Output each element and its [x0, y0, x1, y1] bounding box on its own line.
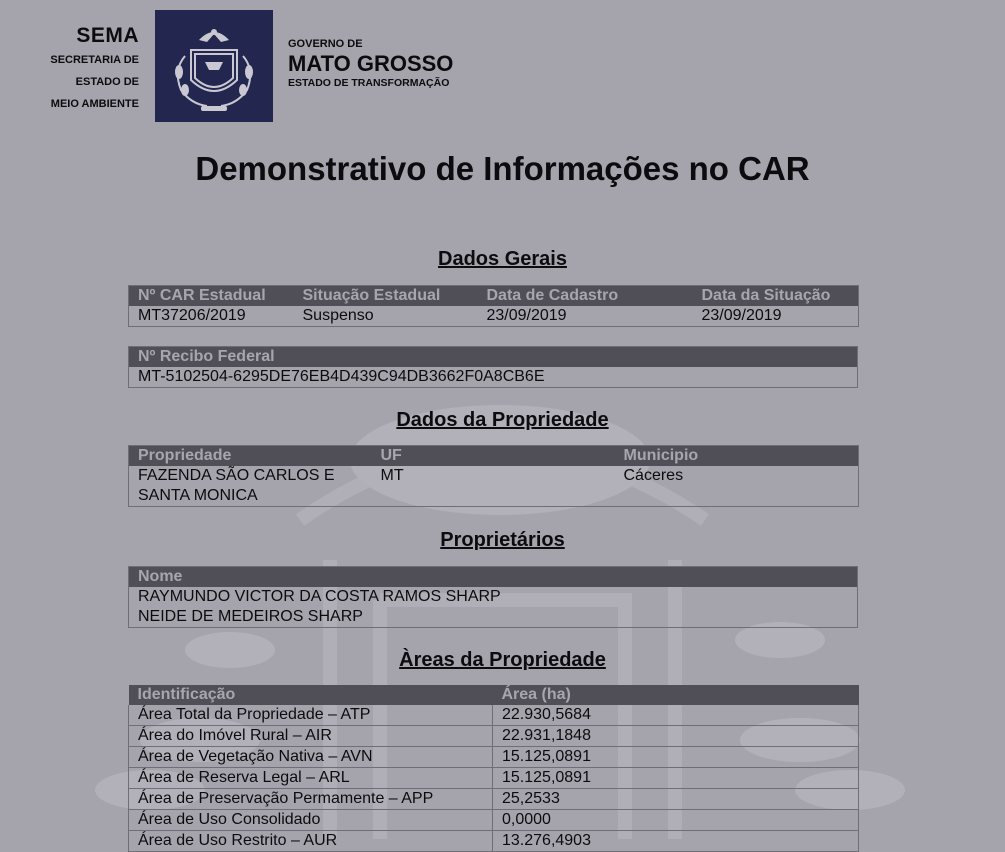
area-value: 15.125,0891 [493, 768, 859, 789]
gov-prefix: GOVERNO DE [288, 38, 363, 50]
state-coat-of-arms-icon [155, 10, 273, 122]
area-label: Área de Preservação Permamente – APP [129, 789, 493, 810]
section-title-dados-propriedade: Dados da Propriedade [396, 409, 609, 431]
propriedade-line-1: FAZENDA SÃO CARLOS E [138, 467, 335, 484]
table-row [129, 768, 859, 789]
sema-title: SEMA [76, 24, 139, 47]
dados-gerais-table [128, 285, 859, 327]
header-data-cadastro: Data de Cadastro [478, 286, 693, 307]
car-estadual-value: MT37206/2019 [138, 307, 246, 324]
data-situacao-value: 23/09/2019 [701, 307, 782, 324]
recibo-federal-table [128, 346, 858, 388]
header-uf: UF [372, 446, 615, 467]
situacao-estadual-value: Suspenso [302, 307, 374, 324]
data-cadastro-value: 23/09/2019 [486, 307, 567, 324]
uf-value: MT [380, 467, 404, 484]
area-label: Área de Reserva Legal – ARL [129, 768, 493, 789]
proprietarios-table [128, 566, 858, 628]
sema-line-2: ESTADO DE [75, 76, 139, 88]
header-municipio: Municipio [615, 446, 859, 467]
table-row [129, 747, 859, 768]
gov-name: MATO GROSSO [288, 51, 454, 76]
municipio-value: Cáceres [623, 467, 684, 484]
table-row [129, 466, 859, 507]
header-propriedade: Propriedade [129, 446, 372, 467]
government-logo-text [288, 37, 453, 90]
nomes-value [129, 587, 858, 628]
sema-logo-text [50, 24, 139, 114]
propriedade-value [129, 466, 372, 507]
area-label: Área Total da Propriedade – ATP [129, 705, 493, 726]
area-value: 13.276,4903 [493, 831, 859, 852]
header-identificacao: Identificação [129, 685, 493, 705]
area-label: Área de Vegetação Nativa – AVN [129, 747, 493, 768]
table-row [129, 367, 858, 388]
table-row [129, 587, 858, 628]
proprietario-name: RAYMUNDO VICTOR DA COSTA RAMOS SHARP [138, 588, 501, 605]
area-label: Área do Imóvel Rural – AIR [129, 726, 493, 747]
propriedade-line-2: SANTA MONICA [138, 487, 258, 504]
header-situacao-estadual: Situação Estadual [294, 286, 478, 307]
area-label: Área de Uso Restrito – AUR [129, 831, 493, 852]
area-value: 22.931,1848 [493, 726, 859, 747]
area-value: 15.125,0891 [493, 747, 859, 768]
sema-line-1: SECRETARIA DE [50, 54, 139, 66]
header-nome: Nome [129, 567, 858, 588]
dados-propriedade-table [128, 445, 859, 507]
header-recibo-federal: Nº Recibo Federal [129, 347, 858, 368]
section-title-proprietarios: Proprietários [440, 529, 565, 551]
table-row [129, 831, 859, 852]
document-title: Demonstrativo de Informações no CAR [195, 150, 810, 187]
recibo-federal-value: MT-5102504-6295DE76EB4D439C94DB3662F0A8CB6E [138, 368, 545, 385]
table-row [129, 810, 859, 831]
section-title-dados-gerais: Dados Gerais [438, 248, 567, 270]
header-area-ha: Área (ha) [493, 685, 859, 705]
table-row [129, 705, 859, 726]
area-value: 25,2533 [493, 789, 859, 810]
sema-line-3: MEIO AMBIENTE [50, 98, 139, 110]
gov-tagline: ESTADO DE TRANSFORMAÇÃO [288, 77, 450, 89]
header-data-situacao: Data da Situação [693, 286, 859, 307]
area-value: 0,0000 [493, 810, 859, 831]
table-row [129, 789, 859, 810]
area-value: 22.930,5684 [493, 705, 859, 726]
proprietario-name: NEIDE DE MEDEIROS SHARP [138, 608, 363, 625]
areas-table [128, 685, 859, 852]
table-row [129, 306, 859, 327]
section-title-areas: Àreas da Propriedade [399, 649, 606, 671]
area-label: Área de Uso Consolidado [129, 810, 493, 831]
table-row [129, 726, 859, 747]
header-car-estadual: Nº CAR Estadual [129, 286, 294, 307]
